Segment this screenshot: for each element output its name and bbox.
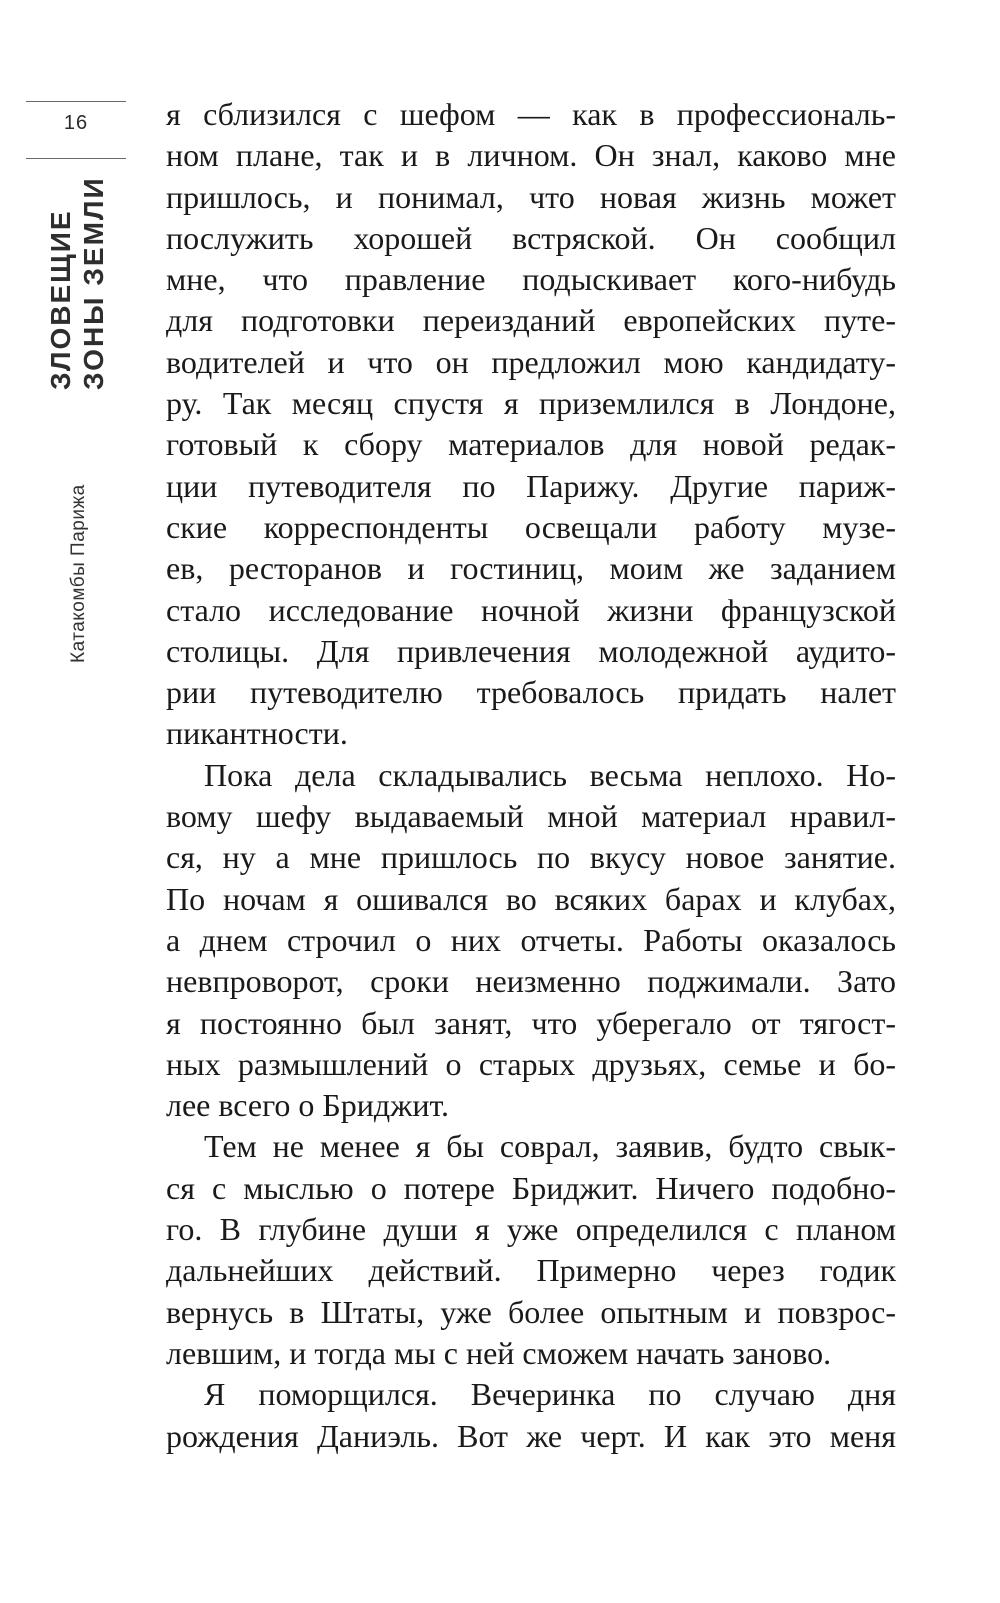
text-line: вернусь в Штаты, уже более опытным и повзрос- [166, 1293, 896, 1330]
text-line: рождения Даниэль. Вот же черт. И как это меня [166, 1417, 896, 1454]
series-title-line1: ЗЛОВЕЩИЕ [45, 209, 76, 390]
text-line: ся, ну а мне пришлось по вкусу новое занятие. [166, 839, 896, 876]
text-line: го. В глубине души я уже определился с планом [166, 1211, 896, 1248]
text-line: столицы. Для привлечения молодежной аудито- [166, 632, 896, 669]
text-line: лее всего о Бриджит. [166, 1087, 450, 1124]
text-line: пришлось, и понимал, что новая жизнь может [166, 178, 896, 215]
text-line: ские корреспонденты освещали работу музе- [166, 508, 896, 545]
body-text [166, 94, 896, 1457]
text-line: я сблизился с шефом — как в профессиональ- [166, 96, 896, 132]
text-line: ном плане, так и в личном. Он знал, каково мне [166, 137, 896, 174]
text-line: ру. Так месяц спустя я приземлился в Лондоне, [166, 385, 896, 422]
series-title-line2: ЗОНЫ ЗЕМЛИ [78, 176, 109, 390]
text-line: рии путеводителю требовалось придать налет [166, 674, 896, 711]
text-line: пикантности. [166, 715, 348, 752]
text-line: Я поморщился. Вечеринка по случаю дня [204, 1376, 896, 1413]
text-line: для подготовки переизданий европейских путе- [166, 302, 896, 339]
text-line: послужить хорошей встряской. Он сообщил [166, 219, 896, 256]
text-line: вому шефу выдаваемый мной материал нравил- [166, 798, 896, 835]
text-line: водителей и что он предложил мою кандидату- [166, 343, 896, 380]
text-line: ся с мыслью о потере Бриджит. Ничего подобно- [166, 1169, 896, 1206]
text-line: По ночам я ошивался во всяких барах и клубах, [166, 880, 896, 917]
text-line: дальнейших действий. Примерно через годик [166, 1252, 896, 1289]
text-line: Тем не менее я бы соврал, заявив, будто свык- [204, 1128, 896, 1165]
text-line: стало исследование ночной жизни французской [166, 591, 896, 628]
text-line: невпроворот, сроки неизменно поджимали. Зато [166, 963, 896, 1000]
text-line: ных размышлений о старых друзьях, семье и бо- [166, 1045, 896, 1082]
text-line: ев, ресторанов и гостиниц, моим же заданием [166, 550, 896, 587]
chapter-title: Катакомбы Парижа [68, 484, 89, 663]
text-line: я постоянно был занят, что уберегало от тягост- [166, 1004, 896, 1041]
text-line: Пока дела складывались весьма неплохо. Но- [204, 756, 896, 793]
page-number-rule-bottom [26, 158, 126, 159]
text-line: мне, что правление подыскивает кого-нибудь [166, 261, 896, 298]
text-line: а днем строчил о них отчеты. Работы оказалось [166, 921, 896, 958]
page-number: 16 [63, 112, 89, 134]
text-line: левшим, и тогда мы с ней сможем начать заново. [166, 1334, 832, 1371]
page-number-rule-top [26, 101, 126, 102]
text-line: ции путеводителя по Парижу. Другие париж- [166, 467, 896, 504]
text-line: готовый к сбору материалов для новой редак- [166, 426, 896, 463]
